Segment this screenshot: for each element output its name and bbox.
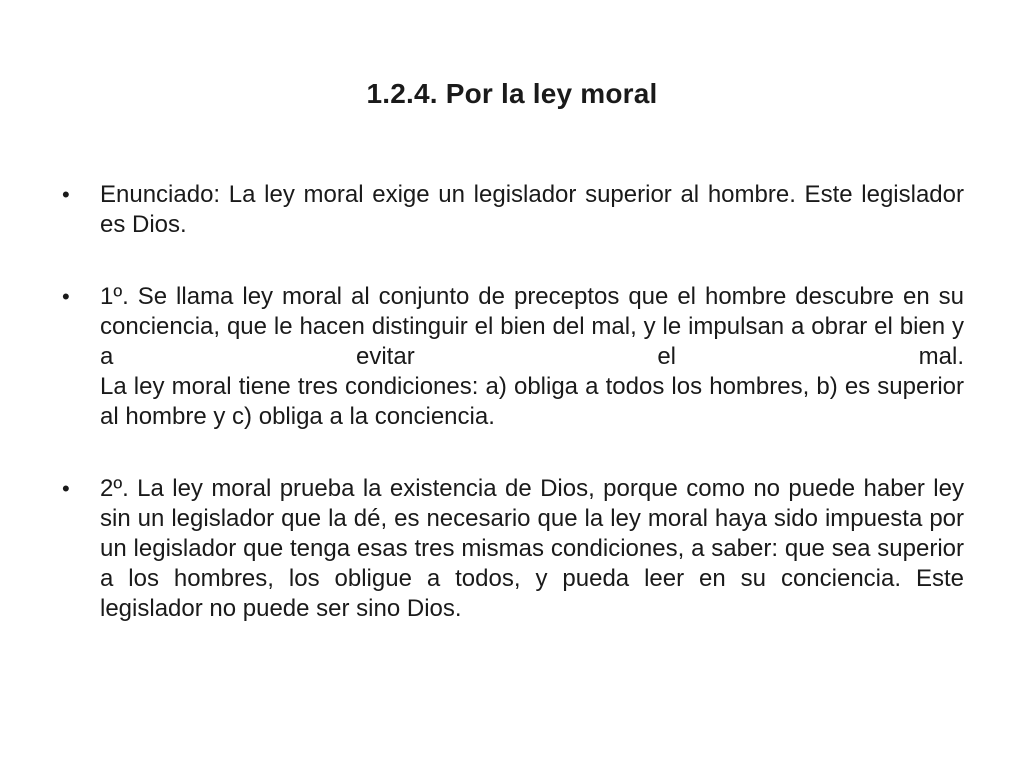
bullet-icon: • (62, 284, 70, 309)
bullet-icon: • (62, 182, 70, 207)
bullet-line: Enunciado: La ley moral exige un legislador superior al hombre. Este legislador es Dios. (100, 181, 964, 238)
slide-title: 1.2.4. Por la ley moral (366, 78, 658, 109)
bullet-text (100, 180, 964, 240)
bullet-icon: • (62, 476, 70, 501)
bullet-item-enunciado (62, 180, 964, 240)
bullet-line: 2º. La ley moral prueba la existencia de Dios, porque como no puede haber ley sin un legislador que la dé, es necesario que la ley moral haya sido impuesta por un legislador que tenga esas tres mismas condiciones, a saber: que sea superior a los hombres, los obligue a todos, y pueda leer en su conciencia. Este legislador no puede ser sino Dios. (100, 475, 964, 622)
bullet-item-segundo (62, 474, 964, 624)
bullet-line: La ley moral tiene tres condiciones: a) obliga a todos los hombres, b) es superior al hombre y c) obliga a la conciencia. (100, 373, 964, 430)
bullet-list (62, 180, 964, 666)
bullet-item-primero (62, 282, 964, 432)
bullet-text (100, 474, 964, 624)
bullet-text (100, 282, 964, 432)
bullet-line: 1º. Se llama ley moral al conjunto de preceptos que el hombre descubre en su conciencia, que le hacen distinguir el bien del mal, y le impulsan a obrar el bien y a evitar el mal. (100, 283, 964, 370)
